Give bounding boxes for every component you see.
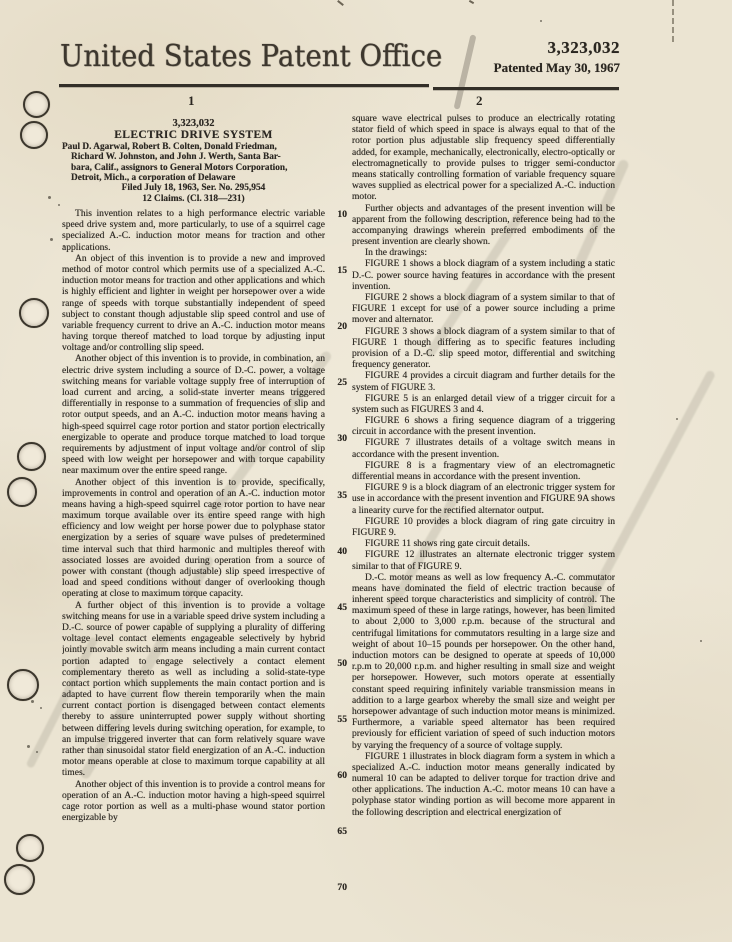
line-number: 40 — [337, 545, 347, 557]
ink-speck — [50, 238, 53, 241]
patent-number-title: 3,323,032 — [172, 118, 215, 129]
line-number: 35 — [337, 489, 347, 501]
column-number-1: 1 — [188, 93, 195, 108]
paragraph: FIGURE 3 shows a block diagram of a system similar to that of FIGURE 1 though differing as to specific features including provision of a D.-C. slip speed motor, differential and switching frequency generator. — [352, 325, 615, 371]
paragraph: FIGURE 2 shows a block diagram of a system similar to that of FIGURE 1 except for use of a power source including a prime mover and alternator. — [352, 292, 615, 326]
paragraph: Another object of this invention is to provide, specifically, improvements in control and operation of an A.-C. induction motor means having a high-speed squirrel cage rotor portion to have near maximum torque available over its entire speed range with high efficiency and low weight per horse power due to polyphase stator energization by a series of square wave pulses of predetermined time interval such that third harmonic and multiples thereof with associated losses are avoided during operation from a source of power with constant (though adjustable) slip speed irrespective of load and speed conditions without danger of overlooking though operating at close to maximum torque capacity. — [62, 476, 325, 600]
punch-hole — [7, 669, 39, 701]
line-number: 65 — [337, 826, 347, 838]
paragraph: FIGURE 4 provides a circuit diagram and further details for the system of FIGURE 3. — [352, 370, 615, 393]
paragraph: This invention relates to a high performance electric variable speed drive system and, more particularly, to use of a squirrel cage specialized A.-C. induction motor means for traction and other applications. — [62, 208, 325, 253]
ink-speck — [676, 418, 678, 420]
punch-hole — [17, 442, 46, 471]
punch-hole — [16, 834, 44, 862]
inventors-line: bara, Calif., assignors to General Motors Corporation, — [71, 162, 288, 173]
line-number: 30 — [337, 433, 347, 445]
punch-hole — [4, 864, 35, 895]
paragraph: FIGURE 12 illustrates an alternate electronic trigger system similar to that of FIGURE 9. — [352, 549, 615, 572]
paragraph: FIGURE 11 shows ring gate circuit details. — [365, 538, 530, 550]
ink-speck — [58, 204, 60, 206]
page-edge-dashed-line — [672, 0, 674, 42]
paragraph: A further object of this invention is to provide a voltage switching means for use in a variable speed drive system including a D.-C. source of power capable of supplying a plurality of differing voltage level contact elements engageable selectively by hybrid jointly movable switch arm means including a main current contact portion adapted to engage selectively a contact element complementary thereto as well as including a solid-state-type contact portion which supplements the main contact portion and is adapted to have current flow therein temporarily when the main current contact portion is disengaged between contact elements thereby to assure uninterrupted power supply without shorting between differing levels during switching operation, for example, to an impulse triggered inverter that can form relatively square wave rather than sinusoidal stator field energization of an A.-C. induction motor means operable at close to maximum torque capability at all times. — [62, 599, 325, 779]
line-number: 55 — [337, 713, 347, 725]
ink-speck — [540, 20, 542, 22]
line-number: 15 — [337, 265, 347, 277]
paragraph: FIGURE 1 shows a block diagram of a system including a static D.-C. power source having features in accordance with the present invention. — [352, 258, 615, 292]
paragraph: D.-C. motor means as well as low frequency A.-C. commutator means have dominated the field of electric traction because of inherent speed torque characteristics and simplicity of control. The maximum speed of these in large ratings, however, has been limited to about 2,000 to 3,000 r.p.m. because of the structural and centrifugal limitations for commutators resulting in a large size and weight of about 10–15 pounds per horsepower. On the other hand, induction motors can be designed to operate at speeds of 10,000 r.p.m to 20,000 r.p.m. and higher resulting in small size and weight per horsepower. However, such motors operate at essentially constant speed requiring infinitely variable transmission means in addition to a large gearbox whereby the small size and weight per horsepower advantage of such induction motor means is minimized. Furthermore, a variable speed alternator has been required previously for efficient variation of speed of such induction motors by varying the frequency of a source of voltage supply. — [352, 571, 615, 751]
title-block — [62, 118, 325, 204]
inventors-line: Richard W. Johnston, and John J. Werth, Santa Bar- — [71, 152, 281, 163]
header-rule-left — [59, 84, 429, 87]
ink-speck — [40, 707, 42, 709]
punch-hole — [7, 477, 37, 507]
ink-speck — [48, 196, 51, 199]
column-1-text — [62, 208, 325, 908]
column-2-text — [352, 113, 615, 911]
line-number: 50 — [337, 657, 347, 669]
paragraph: Further objects and advantages of the present invention will be apparent from the following description, reference being had to the accompanying drawings wherein preferred embodiments of the present invention are clearly shown. — [352, 202, 615, 248]
patent-number-header: 3,323,032 — [547, 38, 620, 57]
paragraph: Another object of this invention is to provide a control means for operation of an A.-C. induction motor having a high-speed squirrel cage rotor portion as well as a multi-phase wound stator portion energizable by — [62, 778, 325, 824]
line-number: 60 — [337, 770, 347, 781]
paragraph: FIGURE 10 provides a block diagram of ring gate circuitry in FIGURE 9. — [352, 515, 615, 538]
inventors-block — [62, 142, 325, 183]
patent-office-masthead: United States Patent Office — [60, 39, 443, 74]
ink-speck — [700, 640, 702, 642]
patented-date: Patented May 30, 1967 — [493, 60, 620, 75]
paragraph: An object of this invention is to provide a new and improved method of motor control which permits use of a specialized A.-C. induction motor means for traction and other applications and which is highly efficient and lighter in weight per horsepower over a wide range of speeds with torque substantially independent of speed subject to constant though adjustable slip speed control and use of variable frequency current to drive an A.-C. induction motor means having torque thereof matched to load torque by adjusting input voltage and/or controlling slip speed. — [62, 252, 325, 354]
header-rule-right — [433, 87, 619, 90]
paragraph: FIGURE 5 is an enlarged detail view of a trigger circuit for a system such as FIGURES 3 and 4. — [352, 392, 615, 415]
line-number: 70 — [337, 882, 347, 894]
edge-tick-mark — [337, 0, 344, 6]
inventors-line: Detroit, Mich., a corporation of Delaware — [71, 172, 236, 183]
invention-title: ELECTRIC DRIVE SYSTEM — [114, 129, 273, 141]
ink-speck — [36, 751, 38, 753]
filing-info: Filed July 18, 1963, Ser. No. 295,954 — [121, 183, 266, 194]
edge-tick-mark — [469, 0, 474, 4]
ink-speck — [31, 700, 34, 703]
punch-hole — [20, 121, 48, 149]
punch-hole — [19, 298, 49, 328]
claims-info: 12 Claims. (Cl. 318—231) — [142, 193, 245, 204]
paragraph: FIGURE 8 is a fragmentary view of an electromagnetic differential means in accordance with the present invention. — [352, 459, 615, 482]
punch-hole — [23, 91, 50, 118]
line-number: 10 — [337, 209, 347, 220]
paragraph: Another object of this invention is to provide, in combination, an electric drive system including a source of D.-C. power, a voltage switching means for variable voltage supply free of interruption of load current and arcing, a solid-state inverter means triggered differentially in response to a summation of frequencies of slip and rotor output speeds, and an A.-C. induction motor means having a high-speed squirrel cage rotor portion and stator portion electrically energizable to operate and produce torque matched to load torque requirements by adjustment of input voltage and/or control of slip speed with low weight per horsepower and with torque capability near maximum over the entire speed range. — [62, 353, 325, 477]
paragraph: FIGURE 1 illustrates in block diagram form a system in which a specialized A.-C. induction motor means generally indicated by numeral 10 can be adapted to deliver torque for traction drive and other applications. The induction A.-C. motor means 10 can have a polyphase stator winding portion as will become more apparent in the following description and electrical energization of — [352, 750, 615, 818]
column-number-2: 2 — [476, 93, 483, 108]
paragraph: In the drawings: — [365, 247, 428, 259]
paragraph: square wave electrical pulses to produce an electrically rotating stator field of which speed in space is always equal to that of the rotor portion plus adjustable slip frequency speed differentially added, for example, mechanically, electronically, electro-optically or electromagnetically to provide pulses to trigger semi-conductor means statically controlling formation of variable frequency square waves supplied as electrical power for a specialized A.-C. induction motor. — [352, 113, 615, 203]
line-number: 20 — [337, 321, 347, 333]
inventors-line: Paul D. Agarwal, Robert B. Colten, Donald Friedman, — [62, 142, 277, 152]
line-number: 45 — [337, 601, 347, 613]
paragraph: FIGURE 6 shows a firing sequence diagram of a triggering circuit in accordance with the present invention. — [352, 415, 615, 438]
line-number: 25 — [337, 377, 347, 389]
paragraph: FIGURE 7 illustrates details of a voltage switch means in accordance with the present invention. — [352, 437, 615, 460]
paragraph: FIGURE 9 is a block diagram of an electronic trigger system for use in accordance with the present invention and FIGURE 9A shows a linearity curve for the rectified alternator output. — [352, 482, 615, 516]
ink-speck — [27, 745, 30, 748]
